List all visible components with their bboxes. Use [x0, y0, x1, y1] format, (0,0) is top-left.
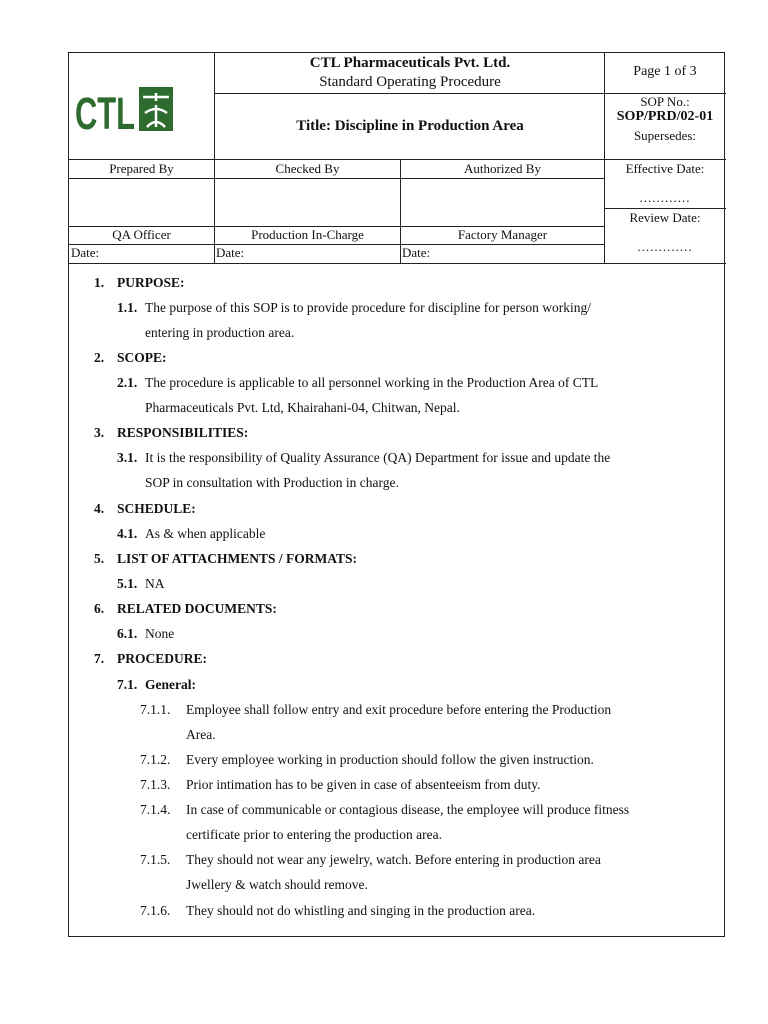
item-text: As & when applicable [145, 526, 266, 541]
authorized-date-label: Date: [402, 245, 431, 260]
procedure-item-number: 7.1.6. [140, 903, 171, 918]
document-title [215, 118, 605, 135]
procedure-item-text-cont: Area. [186, 727, 216, 742]
authorized-role: Factory Manager [457, 227, 548, 242]
section-title: RELATED DOCUMENTS: [117, 601, 277, 616]
procedure-item-number: 7.1.3. [140, 777, 171, 792]
sop-document-frame [68, 52, 725, 937]
grid-line [69, 159, 726, 160]
title-text: Discipline in Production Area [334, 118, 524, 134]
checked-role: Production In-Charge [251, 227, 364, 242]
checked-by-header: Checked By [275, 161, 340, 176]
section-title: RESPONSIBILITIES: [117, 425, 249, 440]
section-number: 3. [94, 425, 105, 440]
item-text: NA [145, 576, 165, 591]
section-title: SCOPE: [117, 350, 167, 365]
grid-line [69, 263, 726, 264]
grid-line [604, 208, 726, 209]
page-number: Page 1 of 3 [633, 64, 697, 79]
effective-date-label: Effective Date: [625, 161, 705, 176]
item-number: 5.1. [117, 576, 138, 591]
item-number: 1.1. [117, 300, 138, 315]
section-heading: 1. [94, 275, 105, 290]
section-title: LIST OF ATTACHMENTS / FORMATS: [117, 551, 358, 566]
ctl-logo [73, 83, 179, 135]
procedure-item-text-cont: Jwellery & watch should remove. [186, 877, 368, 892]
sop-no-label: SOP No.: [640, 94, 690, 109]
sop-no-value: SOP/PRD/02-01 [616, 109, 714, 124]
review-date-label: Review Date: [629, 210, 701, 225]
subsection-title: General: [145, 677, 196, 692]
document-type: Standard Operating Procedure [319, 74, 501, 90]
section-number: 7. [94, 651, 105, 666]
procedure-item-text: Every employee working in production should follow the given instruction. [186, 752, 594, 767]
item-number: 6.1. [117, 626, 138, 641]
section-title: SCHEDULE: [117, 501, 196, 516]
title-label: Title: [296, 118, 331, 134]
section-number: 4. [94, 501, 105, 516]
item-text-cont: Pharmaceuticals Pvt. Ltd, Khairahani-04, Chitwan, Nepal. [145, 400, 460, 415]
item-number: 3.1. [117, 450, 138, 465]
supersedes-label: Supersedes: [633, 128, 697, 143]
checked-date-label: Date: [216, 245, 245, 260]
item-number: 2.1. [117, 375, 138, 390]
section-title: PROCEDURE: [117, 651, 207, 666]
item-text: The purpose of this SOP is to provide procedure for discipline for person working/ [145, 300, 592, 315]
svg-text:CTL: CTL [75, 88, 135, 135]
procedure-item-number: 7.1.5. [140, 852, 171, 867]
procedure-item-text: Prior intimation has to be given in case of absenteeism from duty. [186, 777, 541, 792]
item-text: It is the responsibility of Quality Assurance (QA) Department for issue and update the [145, 450, 611, 465]
grid-line [69, 244, 604, 245]
procedure-item-text: They should not do whistling and singing in the production area. [186, 903, 536, 918]
item-text-cont: entering in production area. [145, 325, 295, 340]
item-text: The procedure is applicable to all personnel working in the Production Area of CTL [145, 375, 599, 390]
item-number: 4.1. [117, 526, 138, 541]
effective-date-value: ............ [639, 190, 691, 205]
company-name: CTL Pharmaceuticals Pvt. Ltd. [309, 55, 511, 71]
procedure-item-number: 7.1.4. [140, 802, 171, 817]
item-number: 7.1. [117, 677, 138, 692]
prepared-by-header: Prepared By [109, 161, 174, 176]
grid-line [69, 178, 604, 179]
procedure-item-text-cont: certificate prior to entering the production area. [186, 827, 443, 842]
item-text-cont: SOP in consultation with Production in charge. [145, 475, 399, 490]
section-number: 2. [94, 350, 105, 365]
procedure-item-text: Employee shall follow entry and exit procedure before entering the Production [186, 702, 612, 717]
prepared-date-label: Date: [71, 245, 100, 260]
item-text: None [145, 626, 175, 641]
procedure-item-number: 7.1.1. [140, 702, 171, 717]
procedure-item-number: 7.1.2. [140, 752, 171, 767]
section-title: PURPOSE: [117, 275, 185, 290]
authorized-by-header: Authorized By [464, 161, 541, 176]
procedure-item-text: They should not wear any jewelry, watch. Before entering in production area [186, 852, 601, 867]
section-number: 5. [94, 551, 105, 566]
review-date-value: ............. [637, 239, 693, 254]
section-number: 6. [94, 601, 105, 616]
grid-line [214, 93, 604, 94]
procedure-item-text: In case of communicable or contagious disease, the employee will produce fitness [186, 802, 630, 817]
prepared-role: QA Officer [112, 227, 171, 242]
